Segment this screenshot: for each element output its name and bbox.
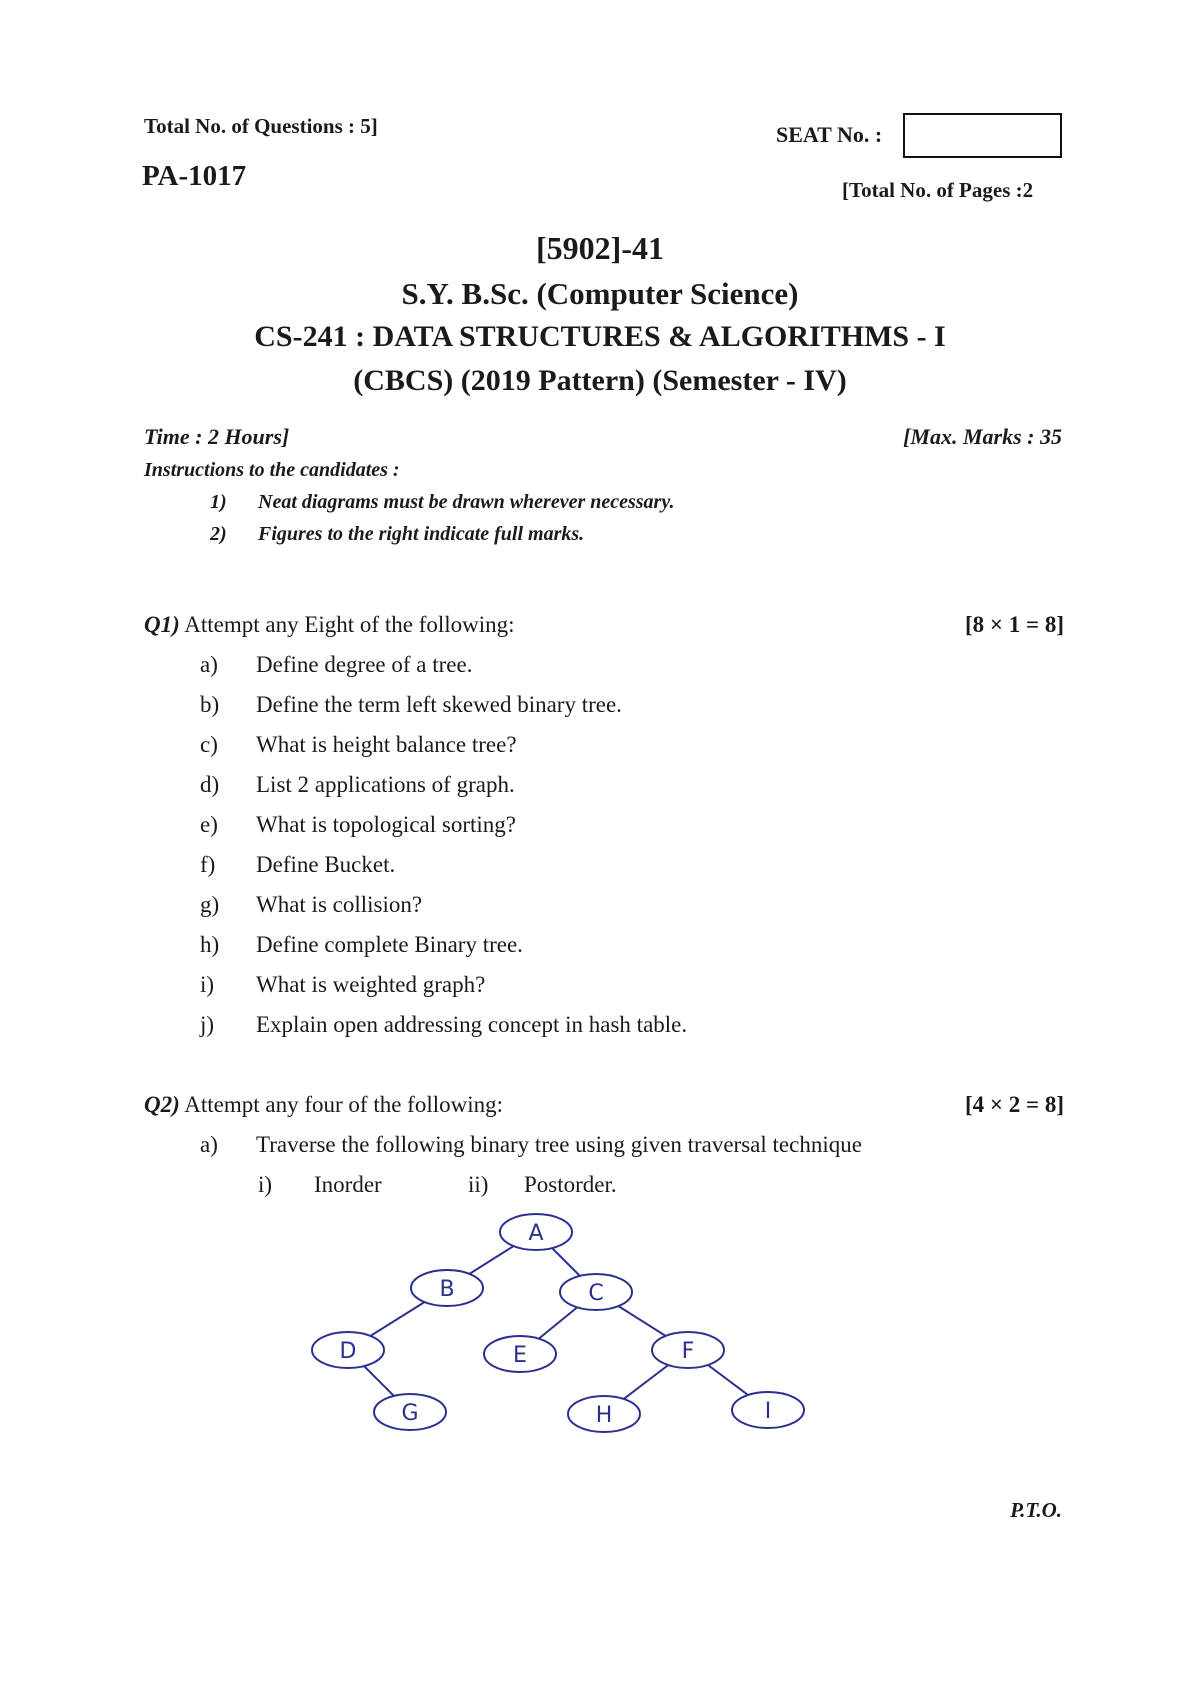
item-text: Define degree of a tree. bbox=[256, 652, 473, 677]
item-label: h) bbox=[200, 932, 220, 957]
seat-number-box bbox=[903, 113, 1062, 158]
item-text: What is collision? bbox=[256, 892, 423, 917]
item-text: What is height balance tree? bbox=[256, 732, 517, 757]
item-label: g) bbox=[200, 892, 220, 917]
tree-node-E bbox=[484, 1336, 556, 1372]
item-text: What is weighted graph? bbox=[256, 972, 486, 997]
tree-node-D bbox=[312, 1332, 384, 1368]
seat-label: SEAT No. : bbox=[776, 122, 883, 147]
item-label: j) bbox=[200, 1012, 215, 1037]
question-2-heading bbox=[144, 1092, 503, 1118]
tree-node-B bbox=[411, 1270, 483, 1306]
item-label: e) bbox=[200, 812, 218, 837]
item-text: Define Bucket. bbox=[256, 852, 396, 877]
item-text: Inorder bbox=[314, 1172, 382, 1197]
tree-node-label: B bbox=[439, 1277, 455, 1302]
item-text: Postorder. bbox=[524, 1172, 617, 1197]
tree-node-label: F bbox=[681, 1339, 695, 1364]
tree-node-label: H bbox=[595, 1403, 613, 1428]
item-text: Define the term left skewed binary tree. bbox=[256, 692, 622, 717]
item-label: i) bbox=[258, 1172, 273, 1197]
tree-node-label: C bbox=[588, 1281, 604, 1306]
tree-node-H bbox=[568, 1396, 640, 1432]
tree-node-I bbox=[732, 1392, 804, 1428]
time-allowed: Time : 2 Hours] bbox=[144, 424, 290, 449]
instruction-number: 2) bbox=[210, 523, 227, 545]
question-number: Q1) bbox=[144, 612, 180, 637]
tree-node-F bbox=[652, 1332, 724, 1368]
item-label: c) bbox=[200, 732, 218, 757]
item-text: List 2 applications of graph. bbox=[256, 772, 515, 797]
item-label: d) bbox=[200, 772, 220, 797]
course-title: S.Y. B.Sc. (Computer Science) bbox=[401, 276, 799, 311]
instructions-title: Instructions to the candidates : bbox=[144, 459, 400, 481]
tree-node-label: A bbox=[528, 1221, 544, 1246]
tree-node-A bbox=[500, 1214, 572, 1250]
binary-tree-diagram bbox=[300, 1210, 860, 1460]
item-label: a) bbox=[200, 1132, 218, 1157]
tree-node-label: E bbox=[513, 1343, 527, 1368]
exam-code: [5902]-41 bbox=[536, 230, 664, 266]
tree-node-C bbox=[560, 1274, 632, 1310]
tree-node-label: D bbox=[339, 1339, 357, 1364]
tree-node-label: G bbox=[401, 1401, 419, 1426]
item-label: b) bbox=[200, 692, 220, 717]
pattern-title: (CBCS) (2019 Pattern) (Semester - IV) bbox=[353, 364, 847, 397]
item-label: i) bbox=[200, 972, 215, 997]
subject-title: CS-241 : DATA STRUCTURES & ALGORITHMS - I bbox=[254, 320, 946, 353]
total-questions: Total No. of Questions : 5] bbox=[144, 114, 378, 138]
question-1-heading bbox=[144, 612, 515, 638]
item-text: Traverse the following binary tree using given traversal technique bbox=[256, 1132, 862, 1157]
page-turn-note: P.T.O. bbox=[1010, 1498, 1062, 1522]
item-text: Explain open addressing concept in hash table. bbox=[256, 1012, 688, 1037]
item-text: Define complete Binary tree. bbox=[256, 932, 523, 957]
item-label: f) bbox=[200, 852, 216, 877]
instruction-text: Figures to the right indicate full marks. bbox=[258, 523, 585, 545]
question-1-marks: [8 × 1 = 8] bbox=[964, 612, 1064, 637]
paper-code: PA-1017 bbox=[142, 160, 247, 192]
item-label: a) bbox=[200, 652, 218, 677]
question-text: Attempt any four of the following: bbox=[184, 1092, 504, 1117]
item-text: What is topological sorting? bbox=[256, 812, 516, 837]
question-number: Q2) bbox=[144, 1092, 180, 1117]
tree-node-G bbox=[374, 1394, 446, 1430]
question-text: Attempt any Eight of the following: bbox=[184, 612, 515, 637]
instruction-text: Neat diagrams must be drawn wherever necessary. bbox=[258, 491, 675, 513]
instruction-number: 1) bbox=[210, 491, 227, 513]
max-marks: [Max. Marks : 35 bbox=[903, 424, 1062, 449]
item-label: ii) bbox=[468, 1172, 489, 1197]
question-2-marks: [4 × 2 = 8] bbox=[964, 1092, 1064, 1117]
total-pages: [Total No. of Pages :2 bbox=[842, 178, 1034, 202]
tree-edges bbox=[348, 1232, 768, 1414]
tree-node-label: I bbox=[764, 1399, 772, 1424]
